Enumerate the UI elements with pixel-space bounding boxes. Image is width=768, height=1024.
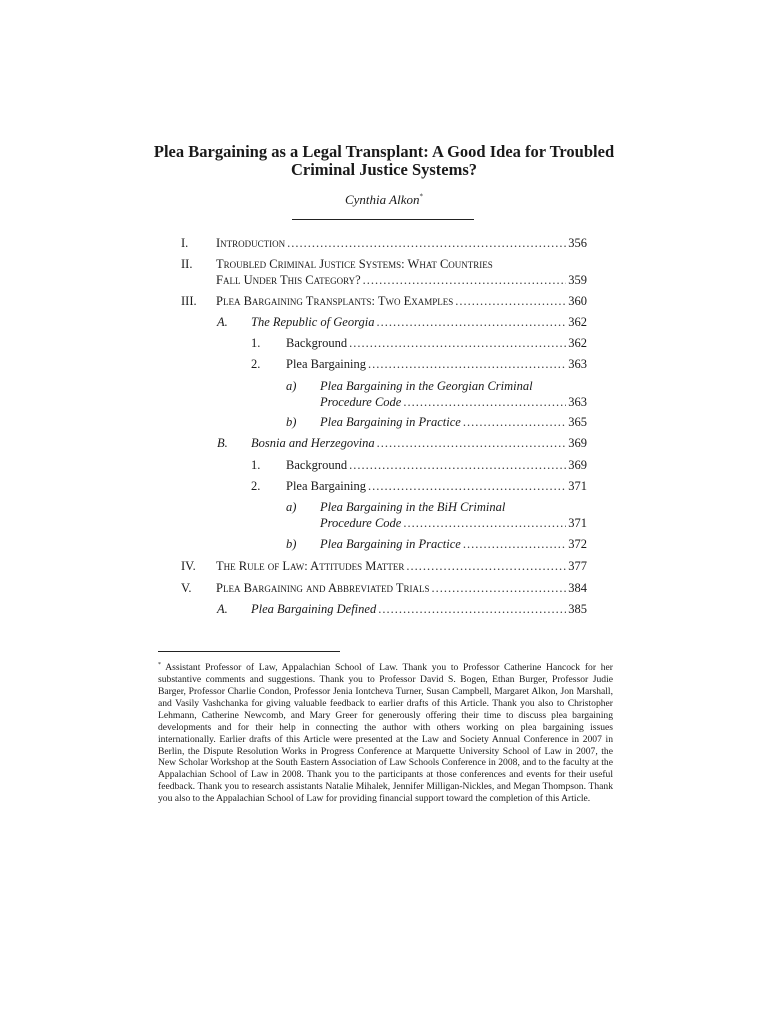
toc-leader-dots — [287, 236, 566, 251]
footnote-divider — [158, 651, 340, 652]
toc-heading: Plea Bargaining in Practice — [320, 415, 461, 429]
toc-number: b) — [286, 415, 297, 429]
toc-number: a) — [286, 379, 297, 393]
toc-page: 363 — [568, 357, 587, 371]
toc-entry[interactable] — [0, 458, 768, 474]
toc-heading: Troubled Criminal Justice Systems: What Countries — [216, 257, 493, 271]
toc-entry[interactable] — [0, 581, 768, 597]
article-title: Plea Bargaining as a Legal Transplant: A Good Idea for Troubled Criminal Justice Systems? — [153, 142, 615, 179]
toc-leader-dots — [463, 537, 566, 552]
toc-number: A. — [217, 602, 228, 616]
toc-entry[interactable] — [0, 294, 768, 310]
toc-leader-dots — [376, 315, 566, 330]
toc-heading: Plea Bargaining in Practice — [320, 537, 461, 551]
toc-page: 371 — [568, 479, 587, 493]
toc-leader-dots — [403, 395, 566, 410]
toc-page: 385 — [568, 602, 587, 616]
toc-heading: Plea Bargaining in the BiH Criminal — [320, 500, 506, 514]
toc-heading-continued: Procedure Code — [320, 395, 402, 409]
toc-number: I. — [181, 236, 189, 250]
toc-heading: Introduction — [216, 236, 286, 250]
toc-entry[interactable] — [0, 357, 768, 373]
toc-number: 1. — [251, 458, 261, 472]
author-footnote-mark: * — [419, 192, 423, 201]
toc-heading: Plea Bargaining in the Georgian Criminal — [320, 379, 533, 393]
toc-number: B. — [217, 436, 228, 450]
toc-entry[interactable] — [0, 336, 768, 352]
toc-leader-dots — [377, 436, 567, 451]
toc-leader-dots — [368, 357, 566, 372]
toc-number: a) — [286, 500, 297, 514]
toc-page: 371 — [568, 516, 587, 530]
toc-entry[interactable] — [0, 500, 768, 532]
toc-heading: Background — [286, 458, 348, 472]
toc-entry[interactable] — [0, 236, 768, 252]
toc-page: 363 — [568, 395, 587, 409]
toc-entry[interactable] — [0, 257, 768, 289]
footnote-mark: * — [158, 662, 161, 668]
toc-heading: The Rule of Law: Attitudes Matter — [216, 559, 405, 573]
footnote — [158, 660, 613, 805]
toc-entry[interactable] — [0, 436, 768, 452]
toc-heading: Plea Bargaining Defined — [251, 602, 377, 616]
toc-entry[interactable] — [0, 479, 768, 495]
toc-page: 384 — [568, 581, 587, 595]
toc-heading-continued: Fall Under This Category? — [216, 273, 361, 287]
toc-number: 2. — [251, 357, 261, 371]
toc-number: IV. — [181, 559, 196, 573]
toc-leader-dots — [349, 458, 566, 473]
toc-heading: Plea Bargaining — [286, 357, 366, 371]
footnote-text: Assistant Professor of Law, Appalachian School of Law. Thank you to Professor Catherine Hancock for her substantive comments and suggestions. Thank you to Professor David S. Bogen, Ethan Burger, Professor Judie Barger, Professor Charlie Condon, Professor Jenia Iontcheva Turner, Susan Campbell, Margaret Alkon, Jon Marshall, and Vasily Vashchanka for giving valuable feedback to earlier drafts of this Article. Thank you also to Christopher Lehmann, Catherine Newcomb, and Mary Greer for generously offering their time to discuss plea bargaining developments and for their help in connecting the author with others working on plea bargaining issues internationally. Earlier drafts of this Article were presented at the Law and Society Annual Conference in 2007 in Berlin, the Dispute Resolution Works in Progress Conference at Marquette University School of Law in 2007, the New Scholar Workshop at the South Eastern Association of Law Schools Conference in 2008, and to the faculty at the Appalachian School of Law in 2008. Thank you to the participants at those conferences and events for their useful feedback. Thank you to research assistants Natalie Mihalek, Jennifer Milligan-Nickles, and Megan Thompson. Thank you also to the Appalachian School of Law for providing financial support toward the completion of this Article. — [158, 662, 613, 805]
toc-leader-dots — [378, 602, 566, 617]
toc-page: 377 — [568, 559, 587, 573]
toc-number: 2. — [251, 479, 261, 493]
toc-entry[interactable] — [0, 559, 768, 575]
toc-leader-dots — [463, 415, 566, 430]
toc-heading: Background — [286, 336, 348, 350]
toc-heading-continued: Procedure Code — [320, 516, 402, 530]
toc-heading: Plea Bargaining Transplants: Two Examples — [216, 294, 454, 308]
toc-entry[interactable] — [0, 415, 768, 431]
toc-page: 362 — [568, 315, 587, 329]
toc-leader-dots — [432, 581, 567, 596]
toc-leader-dots — [368, 479, 566, 494]
toc-page: 356 — [568, 236, 587, 250]
toc-page: 359 — [568, 273, 587, 287]
toc-page: 360 — [568, 294, 587, 308]
toc-number: II. — [181, 257, 193, 271]
toc-heading: The Republic of Georgia — [251, 315, 375, 329]
toc-number: b) — [286, 537, 297, 551]
toc-entry[interactable] — [0, 537, 768, 553]
toc-page: 372 — [568, 537, 587, 551]
toc-heading: Bosnia and Herzegovina — [251, 436, 375, 450]
toc-leader-dots — [349, 336, 566, 351]
toc-leader-dots — [403, 516, 566, 531]
toc-leader-dots — [406, 559, 566, 574]
author-name: Cynthia Alkon — [344, 192, 420, 207]
toc-number: 1. — [251, 336, 261, 350]
toc-number: A. — [217, 315, 228, 329]
toc-page: 362 — [568, 336, 587, 350]
toc-leader-dots — [363, 273, 567, 288]
toc-leader-dots — [455, 294, 566, 309]
toc-page: 369 — [568, 458, 587, 472]
toc-number: V. — [181, 581, 192, 595]
toc-heading: Plea Bargaining and Abbreviated Trials — [216, 581, 430, 595]
toc-heading: Plea Bargaining — [286, 479, 366, 493]
toc-number: III. — [181, 294, 197, 308]
toc-page: 369 — [568, 436, 587, 450]
toc-entry[interactable] — [0, 602, 768, 618]
toc-page: 365 — [568, 415, 587, 429]
toc-entry[interactable] — [0, 315, 768, 331]
toc-entry[interactable] — [0, 379, 768, 411]
